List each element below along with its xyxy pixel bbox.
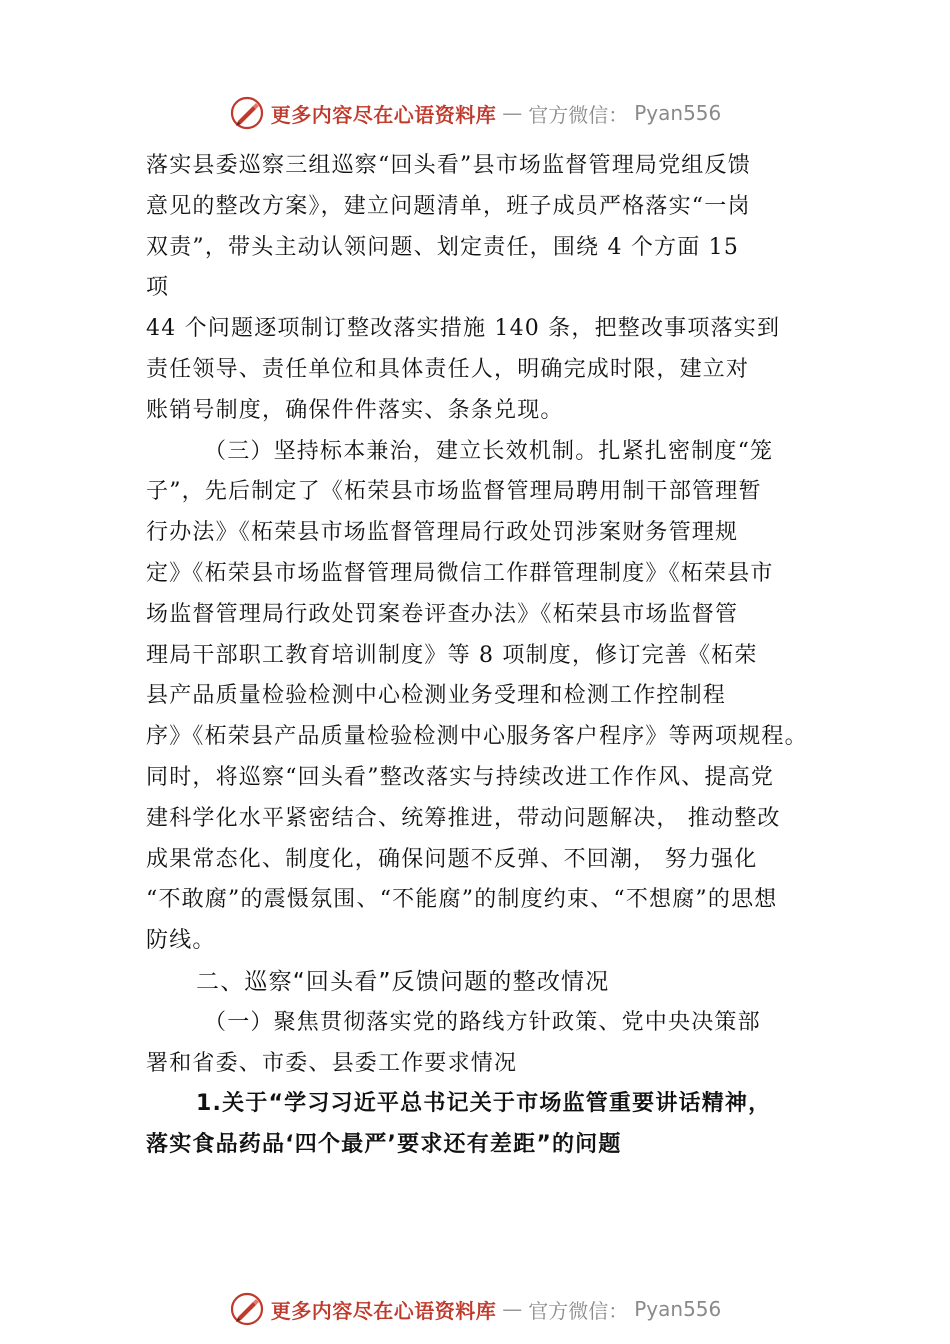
- text-line: 署和省委、市委、县委工作要求情况: [146, 1050, 518, 1076]
- watermark-wechat-label: 官方微信：: [528, 102, 629, 127]
- section-heading: 二、巡察“回头看”反馈问题的整改情况: [196, 968, 610, 995]
- text-line: 意见的整改方案》，建立问题清单，班子成员严格落实“一岗: [146, 193, 751, 219]
- item-heading: 1.关于“学习习近平总书记关于市场监管重要讲话精神，: [196, 1091, 772, 1117]
- watermark-header: [0, 93, 950, 133]
- text-line: 落实县委巡察三组巡察“回头看”县市场监督管理局党组反馈: [146, 153, 751, 178]
- text-line: 44 个问题逐项制订整改落实措施 140 条，把整改事项落实到: [146, 316, 781, 342]
- text-line: 县产品质量检验检测中心检测业务受理和检测工作控制程: [146, 683, 727, 709]
- text-line: 建科学化水平紧密结合、统筹推进，带动问题解决， 推动整改: [146, 805, 781, 831]
- text-line: 责任领导、责任单位和具体责任人，明确完成时限，建立对: [146, 356, 750, 382]
- watermark-site-text: 更多内容尽在心语资料库: [270, 102, 497, 127]
- text-line: “不敢腐”的震慑氛围、“不能腐”的制度约束、“不想腐”的思想: [146, 887, 778, 913]
- watermark-separator: —: [502, 1297, 523, 1321]
- text-line: 防线。: [146, 928, 216, 954]
- watermark-wechat-id: Pyan556: [634, 1297, 722, 1321]
- text-line: 行办法》《柘荣县市场监督管理局行政处罚涉案财务管理规: [146, 520, 739, 546]
- pen-logo-icon: [229, 95, 265, 131]
- watermark-site-text: 更多内容尽在心语资料库: [270, 1298, 497, 1323]
- text-line: 子”，先后制定了《柘荣县市场监督管理局聘用制干部管理暂: [146, 479, 762, 505]
- item-heading-continued: 落实食品药品‘四个最严’要求还有差距”的问题: [146, 1132, 622, 1158]
- text-line: 同时，将巡察“回头看”整改落实与持续改进工作作风、提高党: [146, 764, 775, 790]
- paragraph-start-line: （三）坚持标本兼治，建立长效机制。扎紧扎密制度“笼: [204, 438, 774, 464]
- watermark-separator: —: [502, 101, 523, 125]
- text-line: 成果常态化、制度化，确保问题不反弹、不回潮， 努力强化: [146, 846, 758, 872]
- text-line: 账销号制度，确保件件落实、条条兑现。: [146, 397, 564, 423]
- document-body: [146, 146, 826, 1166]
- text-line: 定》《柘荣县市场监督管理局微信工作群管理制度》《柘荣县市: [146, 560, 774, 586]
- text-line: 序》《柘荣县产品质量检验检测中心服务客户程序》等两项规程。: [146, 724, 808, 750]
- watermark-footer: [0, 1289, 950, 1329]
- text-line: 场监督管理局行政处罚案卷评查办法》《柘荣县市场监督管: [146, 601, 739, 627]
- text-line: 理局干部职工教育培训制度》等 8 项制度，修订完善《柘荣: [146, 642, 758, 668]
- subsection-heading: （一）聚焦贯彻落实党的路线方针政策、党中央决策部: [204, 1009, 761, 1035]
- text-line: 项: [146, 275, 170, 301]
- text-line: 双责”，带头主动认领问题、划定责任，围绕 4 个方面 15: [146, 234, 740, 260]
- pen-logo-icon: [229, 1291, 265, 1327]
- watermark-wechat-id: Pyan556: [634, 101, 722, 125]
- watermark-wechat-label: 官方微信：: [528, 1298, 629, 1323]
